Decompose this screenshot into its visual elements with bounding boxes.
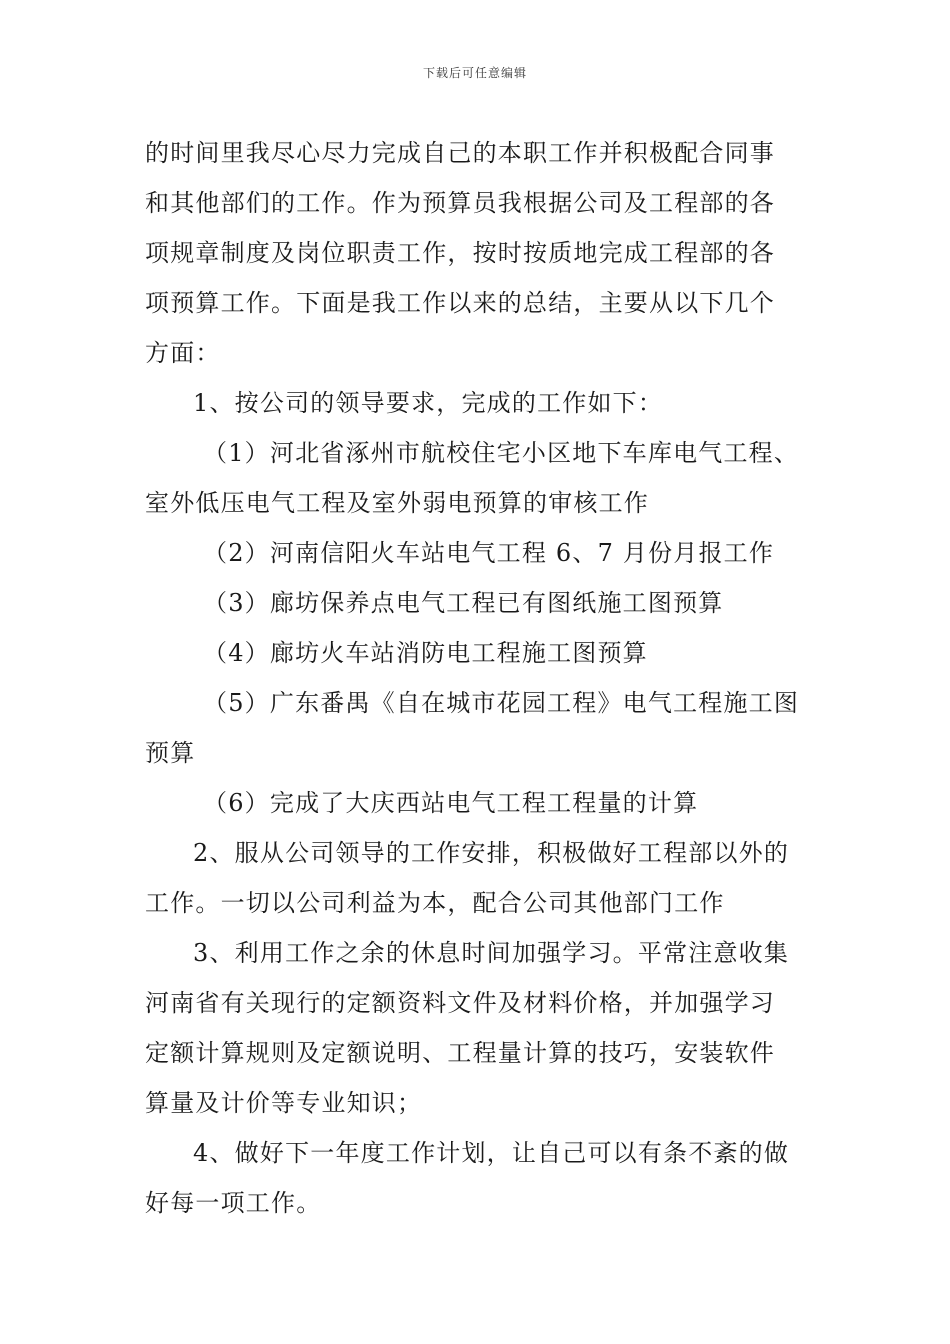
list-item-3: （3）廊坊保养点电气工程已有图纸施工图预算 (203, 589, 724, 617)
paragraph-line: 项规章制度及岗位职责工作，按时按质地完成工程部的各 (145, 239, 775, 267)
section-heading-1: 1、按公司的领导要求，完成的工作如下： (193, 389, 664, 417)
paragraph-line: 工作。一切以公司利益为本，配合公司其他部门工作 (145, 889, 725, 917)
paragraph-line: 河南省有关现行的定额资料文件及材料价格，并加强学习 (145, 989, 775, 1017)
list-item-4: （4）廊坊火车站消防电工程施工图预算 (203, 639, 648, 667)
paragraph-line: 算量及计价等专业知识； (145, 1089, 423, 1117)
paragraph-line: 定额计算规则及定额说明、工程量计算的技巧，安装软件 (145, 1039, 775, 1067)
paragraph-line: 方面： (145, 339, 221, 367)
header-note: 下载后可任意编辑 (422, 66, 527, 80)
list-item-1: （1）河北省涿州市航校住宅小区地下车库电气工程、 (203, 439, 800, 467)
list-item-2: （2）河南信阳火车站电气工程 6、7 月份月报工作 (203, 539, 775, 567)
list-item-1-continued: 室外低压电气工程及室外弱电预算的审核工作 (145, 489, 649, 517)
list-item-6: （6）完成了大庆西站电气工程工程量的计算 (203, 789, 699, 817)
section-heading-2: 2、服从公司领导的工作安排，积极做好工程部以外的 (193, 839, 790, 867)
document-body (145, 128, 810, 1228)
paragraph-line: 的时间里我尽心尽力完成自己的本职工作并积极配合同事 (145, 139, 775, 167)
list-item-5-continued: 预算 (145, 739, 196, 767)
section-heading-4: 4、做好下一年度工作计划，让自己可以有条不紊的做 (193, 1139, 790, 1167)
paragraph-line: 好每一项工作。 (145, 1189, 322, 1217)
paragraph-line: 和其他部们的工作。作为预算员我根据公司及工程部的各 (145, 189, 775, 217)
section-heading-3: 3、利用工作之余的休息时间加强学习。平常注意收集 (193, 939, 790, 967)
paragraph-line: 项预算工作。下面是我工作以来的总结，主要从以下几个 (145, 289, 775, 317)
list-item-5: （5）广东番禺《自在城市花园工程》电气工程施工图 (203, 689, 800, 717)
